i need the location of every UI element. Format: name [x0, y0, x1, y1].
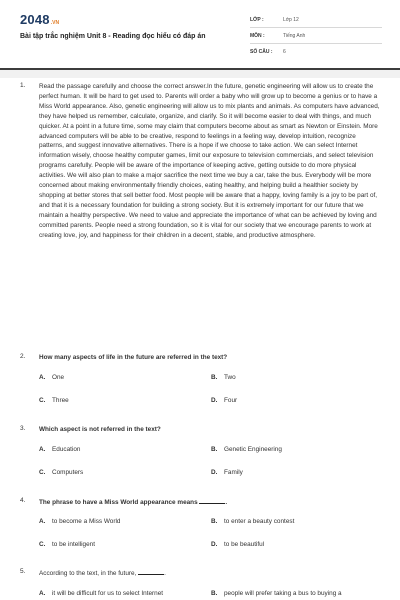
question-end: . [164, 570, 166, 577]
option-text: to be intelligent [52, 541, 95, 548]
answer-option[interactable] [211, 469, 243, 476]
option-letter: A. [39, 446, 46, 453]
question-5 [20, 568, 380, 600]
question-text [39, 568, 382, 579]
question-text: How many aspects of life in the future are referred in the text? [39, 354, 228, 361]
option-letter: C. [39, 397, 46, 404]
meta-value: Tiếng Anh [283, 32, 306, 39]
option-letter: A. [39, 374, 46, 381]
question-number: 5. [20, 568, 26, 575]
reading-passage: Read the passage carefully and choose the correct answer.In the future, genetic engineering will allow us to create the perfect human. It will be hard to get used to. Parents will order a baby who will grow up to become a genius or to have a Miss World appearance. Also, genetic engineering will allow us to mix plants and animals. As computers have advanced, they have helped us remember, calculate, organize, and clarify. So it will become easier to deal with things, and much quicker. At a point in a future time, some may claim that computers become about as smart as Newton or Einstein. More advanced computers will be able to be creative, respond to feelings in a feeling way, develop intuition, recognize patterns, and suggest innovative alternatives. There is a hope if we choose to take action. We can select Internet information wisely, choose healthy computer games, limit our exposure to television commercials, and select television programs carefully. People will be aware of the importance of keeping active, getting outside to do more physical activities. We will also plan to make a major sacrifice the next time we buy a car, take the bus. Everybody will be more concerned about making environmentally friendly choices, eating healthy, and helping build a healthier society by shopping at better stores that sell better food. Most people will be aware that a happy, loving family is a joy to be part of, and that it is a necessary foundation for building a strong society. But it is extremely important for our future that we maintain a healthy perspective. We need to value and appreciate the importance of what can be achieved by loving and committed parents. People need a strong foundation, so it is vital for our society that we encourage parents to work at creating love, joy, and happiness for their children in a decent, stable, and productive atmosphere. [39, 83, 380, 239]
answer-option[interactable] [211, 590, 342, 597]
page-header [0, 0, 400, 68]
logo-text: 2048 [20, 12, 50, 27]
option-letter: D. [211, 469, 218, 476]
option-text: Two [224, 374, 236, 381]
answer-blank [199, 497, 228, 506]
question-text: Which aspect is not referred in the text? [39, 426, 161, 433]
option-text: people will prefer taking a bus to buying a [224, 590, 342, 597]
answer-option[interactable] [211, 446, 282, 453]
question-3 [20, 425, 380, 485]
header-band [0, 70, 400, 78]
answer-option[interactable] [39, 541, 95, 548]
answer-option[interactable] [39, 374, 64, 381]
option-text: Computers [52, 469, 84, 476]
meta-value: Lớp 12 [283, 16, 299, 23]
option-letter: C. [39, 541, 46, 548]
option-letter: C. [39, 469, 46, 476]
answer-option[interactable] [39, 518, 120, 525]
question-text [39, 497, 382, 508]
answer-option[interactable] [39, 469, 83, 476]
answer-option[interactable] [211, 374, 236, 381]
option-text: to be beautiful [224, 541, 265, 548]
question-number: 2. [20, 353, 26, 360]
answer-option[interactable] [39, 397, 69, 404]
question-number: 4. [20, 497, 26, 504]
option-letter: D. [211, 541, 218, 548]
option-text: Family [224, 469, 243, 476]
question-list [0, 78, 400, 600]
answer-option[interactable] [211, 541, 264, 548]
answer-option[interactable] [39, 446, 80, 453]
meta-row-class [250, 12, 382, 28]
meta-row-count [250, 44, 382, 60]
meta-value: 6 [283, 49, 286, 55]
document-title: Bài tập trắc nghiệm Unit 8 - Reading đọc hiểu có đáp án [20, 33, 206, 40]
answer-blank [138, 568, 164, 575]
answer-option[interactable] [39, 590, 163, 597]
option-text: to enter a beauty contest [224, 518, 295, 525]
question-stem: According to the text, in the future, [39, 570, 137, 577]
question-stem: The phrase to have a Miss World appearance means [39, 499, 198, 506]
answer-option[interactable] [211, 518, 294, 525]
option-text: One [52, 374, 65, 381]
site-logo[interactable] [20, 12, 59, 28]
meta-row-subject [250, 28, 382, 44]
question-number: 3. [20, 425, 26, 432]
question-1 [20, 82, 380, 332]
option-text: Genetic Engineering [224, 446, 282, 453]
option-letter: B. [211, 374, 218, 381]
option-text: it will be difficult for us to select Internet [52, 590, 164, 597]
option-letter: A. [39, 590, 46, 597]
option-text: Four [224, 397, 238, 404]
option-letter: B. [211, 590, 218, 597]
meta-key: MÔN : [250, 32, 265, 39]
question-2 [20, 353, 380, 413]
logo-suffix: .VN [50, 20, 60, 26]
question-end: . [225, 499, 228, 506]
meta-key: LỚP : [250, 16, 264, 23]
answer-option[interactable] [211, 397, 237, 404]
question-number: 1. [20, 82, 26, 89]
option-text: Education [52, 446, 81, 453]
option-text: Three [52, 397, 69, 404]
document-meta-table [250, 12, 382, 60]
option-letter: D. [211, 397, 218, 404]
question-4 [20, 497, 380, 557]
option-letter: B. [211, 446, 218, 453]
option-letter: B. [211, 518, 218, 525]
option-letter: A. [39, 518, 46, 525]
option-text: to become a Miss World [52, 518, 121, 525]
meta-key: SỐ CÂU : [250, 49, 273, 55]
